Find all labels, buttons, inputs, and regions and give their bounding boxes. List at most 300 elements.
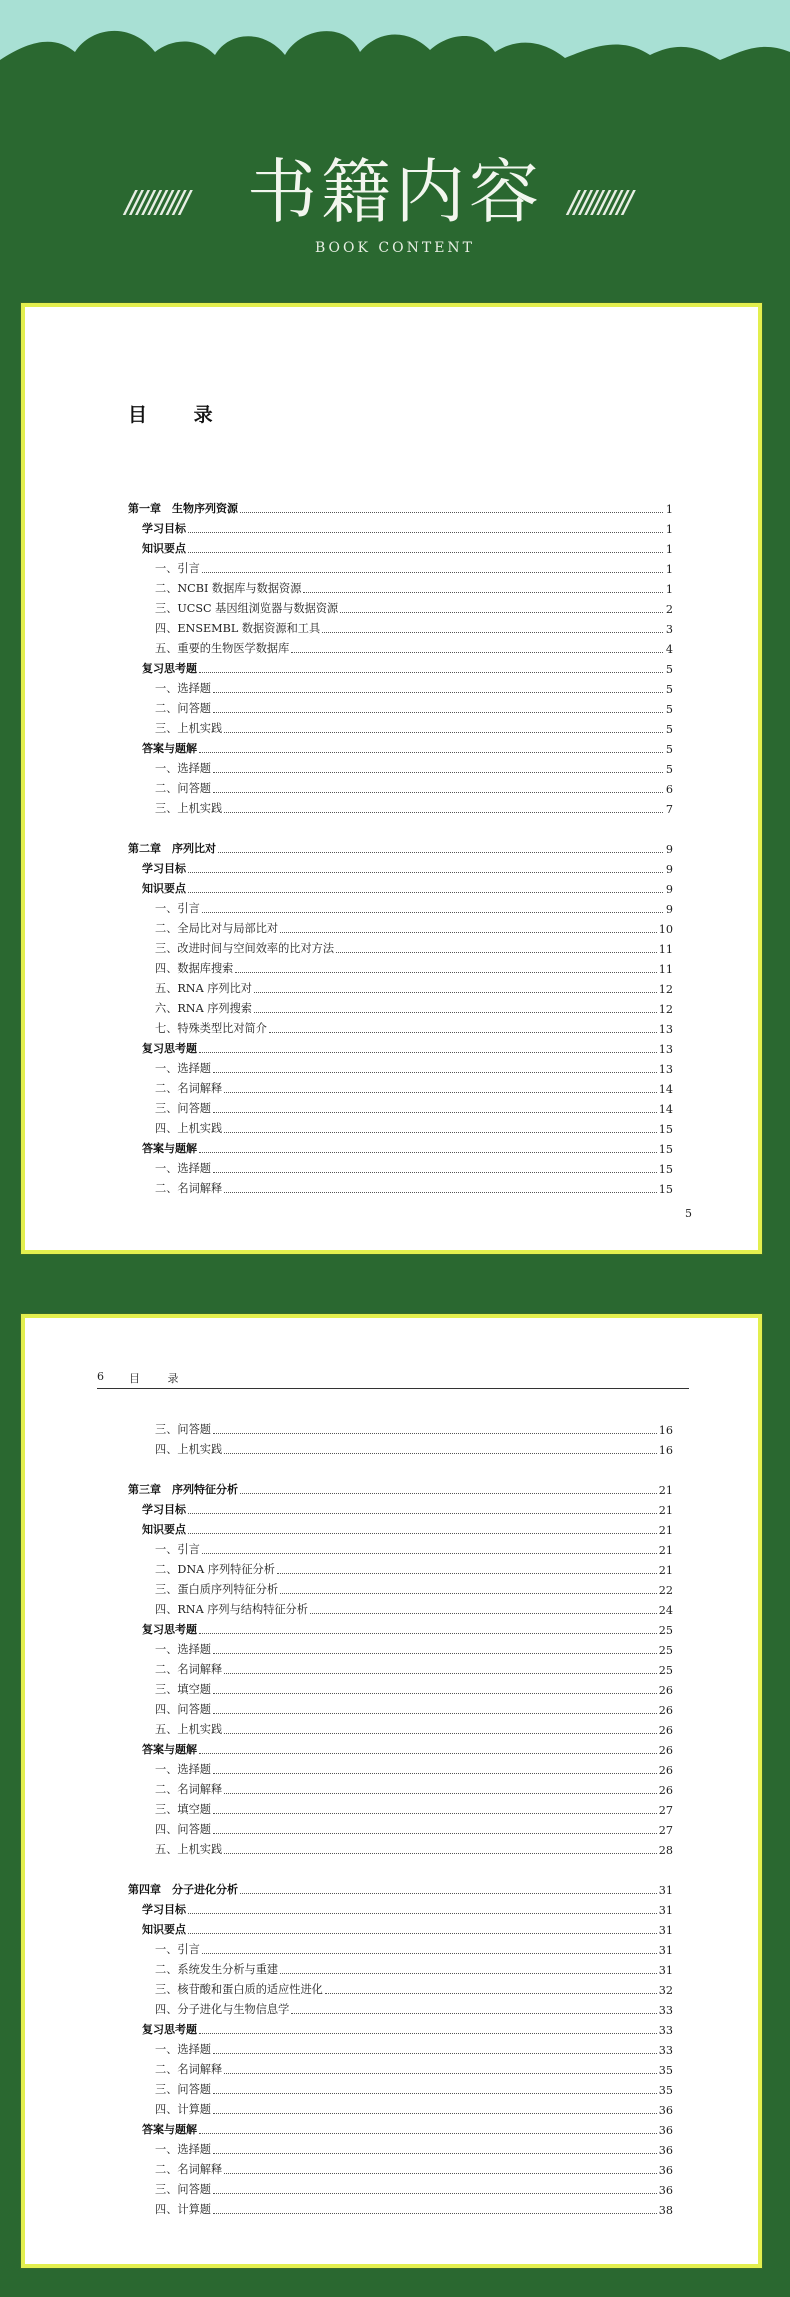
toc-entry-page: 24 bbox=[658, 1604, 673, 1617]
toc-entry[interactable] bbox=[128, 1577, 673, 1597]
toc-entry-title: 三、问答题 bbox=[155, 1423, 211, 1436]
toc-entry[interactable] bbox=[128, 536, 673, 556]
toc-entry-page: 16 bbox=[658, 1424, 673, 1437]
dot-leader bbox=[340, 611, 663, 613]
toc-entry-page: 35 bbox=[658, 2084, 673, 2097]
toc-entry[interactable] bbox=[128, 2017, 673, 2037]
toc-entry[interactable] bbox=[128, 1817, 673, 1837]
toc-entry-title: 答案与题解 bbox=[142, 2123, 197, 2136]
dot-leader bbox=[325, 1992, 657, 1994]
toc-entry-title: 复习思考题 bbox=[142, 2023, 197, 2036]
dot-leader bbox=[213, 1652, 657, 1654]
toc-list bbox=[128, 496, 673, 1196]
dot-leader bbox=[202, 911, 663, 913]
toc-entry-title: 一、引言 bbox=[155, 562, 200, 575]
toc-entry[interactable] bbox=[128, 2117, 673, 2137]
toc-entry-title: 一、选择题 bbox=[155, 762, 211, 775]
toc-entry[interactable] bbox=[128, 2037, 673, 2057]
toc-entry-page: 15 bbox=[658, 1163, 673, 1176]
dot-leader bbox=[202, 571, 663, 573]
toc-entry-title: 四、数据库搜索 bbox=[155, 962, 234, 975]
toc-entry-page: 36 bbox=[658, 2124, 673, 2137]
toc-entry-title: 六、RNA 序列搜索 bbox=[155, 1002, 252, 1015]
toc-entry-page: 1 bbox=[665, 523, 673, 536]
toc-entry-page: 25 bbox=[658, 1624, 673, 1637]
toc-entry[interactable] bbox=[128, 1557, 673, 1577]
toc-entry-page: 21 bbox=[658, 1544, 673, 1557]
toc-entry-title: 二、NCBI 数据库与数据资源 bbox=[155, 582, 302, 595]
dot-leader bbox=[188, 1512, 657, 1514]
dot-leader bbox=[213, 2112, 657, 2114]
toc-entry[interactable] bbox=[128, 2177, 673, 2197]
toc-entry[interactable] bbox=[128, 1937, 673, 1957]
dot-leader bbox=[188, 1932, 657, 1934]
dot-leader bbox=[199, 2032, 657, 2034]
dot-leader bbox=[269, 1031, 657, 1033]
toc-entry-page: 31 bbox=[658, 1904, 673, 1917]
dot-leader bbox=[213, 1712, 657, 1714]
toc-chapter-entry[interactable] bbox=[128, 496, 673, 516]
toc-entry-page: 11 bbox=[658, 943, 673, 956]
dot-leader bbox=[188, 1912, 657, 1914]
toc-entry[interactable] bbox=[128, 2137, 673, 2157]
dot-leader bbox=[310, 1612, 657, 1614]
toc-entry-title: 四、ENSEMBL 数据资源和工具 bbox=[155, 622, 321, 635]
toc-entry-title: 三、UCSC 基因组浏览器与数据资源 bbox=[155, 602, 339, 615]
toc-entry-page: 5 bbox=[665, 703, 673, 716]
toc-entry[interactable] bbox=[128, 1116, 673, 1136]
dot-leader bbox=[199, 1752, 657, 1754]
toc-entry[interactable] bbox=[128, 1637, 673, 1657]
toc-entry[interactable] bbox=[128, 936, 673, 956]
dot-leader bbox=[199, 751, 663, 753]
dot-leader bbox=[336, 951, 657, 953]
toc-entry-page: 5 bbox=[665, 743, 673, 756]
toc-entry-title: 三、填空题 bbox=[155, 1683, 211, 1696]
toc-entry-page: 15 bbox=[658, 1183, 673, 1196]
toc-entry-page: 21 bbox=[658, 1504, 673, 1517]
toc-entry-page: 6 bbox=[665, 783, 673, 796]
dot-leader bbox=[224, 1191, 657, 1193]
toc-entry[interactable] bbox=[128, 516, 673, 536]
page-number: 5 bbox=[685, 1207, 692, 1220]
toc-entry-page: 26 bbox=[658, 1724, 673, 1737]
banner bbox=[0, 152, 790, 262]
toc-entry[interactable] bbox=[128, 1777, 673, 1797]
dot-leader bbox=[224, 1732, 657, 1734]
toc-entry-page: 27 bbox=[658, 1804, 673, 1817]
dot-leader bbox=[280, 1592, 657, 1594]
toc-entry[interactable] bbox=[128, 716, 673, 736]
toc-entry-page: 36 bbox=[658, 2184, 673, 2197]
toc-entry-page: 26 bbox=[658, 1764, 673, 1777]
toc-entry[interactable] bbox=[128, 1497, 673, 1517]
toc-entry[interactable] bbox=[128, 1076, 673, 1096]
toc-entry[interactable] bbox=[128, 1897, 673, 1917]
toc-entry-title: 三、上机实践 bbox=[155, 802, 223, 815]
dot-leader bbox=[213, 2192, 657, 2194]
dot-leader bbox=[188, 551, 663, 553]
dot-leader bbox=[202, 1952, 657, 1954]
toc-entry[interactable] bbox=[128, 1156, 673, 1176]
toc-entry[interactable] bbox=[128, 1517, 673, 1537]
banner-subtitle: BOOK CONTENT bbox=[315, 240, 475, 256]
dot-leader bbox=[235, 971, 656, 973]
toc-entry-title: 四、问答题 bbox=[155, 1823, 211, 1836]
toc-entry-page: 13 bbox=[658, 1023, 673, 1036]
toc-entry-page: 12 bbox=[658, 1003, 673, 1016]
toc-entry-title: 第二章 序列比对 bbox=[128, 842, 216, 855]
toc-entry-title: 第一章 生物序列资源 bbox=[128, 502, 238, 515]
toc-entry[interactable] bbox=[128, 556, 673, 576]
toc-entry-title: 三、问答题 bbox=[155, 2183, 211, 2196]
toc-entry[interactable] bbox=[128, 1797, 673, 1817]
toc-entry-page: 15 bbox=[658, 1143, 673, 1156]
toc-entry[interactable] bbox=[128, 1737, 673, 1757]
toc-entry-page: 14 bbox=[658, 1103, 673, 1116]
toc-entry-page: 4 bbox=[665, 643, 673, 656]
toc-entry-title: 一、选择题 bbox=[155, 1062, 211, 1075]
toc-entry-title: 三、蛋白质序列特征分析 bbox=[155, 1583, 279, 1596]
toc-entry[interactable] bbox=[128, 1016, 673, 1036]
toc-entry[interactable] bbox=[128, 2057, 673, 2077]
toc-entry-title: 二、名词解释 bbox=[155, 1783, 223, 1796]
toc-entry-page: 10 bbox=[658, 923, 673, 936]
toc-entry[interactable] bbox=[128, 1036, 673, 1056]
dot-leader bbox=[213, 2092, 657, 2094]
toc-entry-page: 33 bbox=[658, 2024, 673, 2037]
dot-leader bbox=[254, 1011, 657, 1013]
dot-leader bbox=[280, 931, 657, 933]
toc-entry-page: 2 bbox=[665, 603, 673, 616]
toc-entry[interactable] bbox=[128, 1136, 673, 1156]
toc-entry-page: 33 bbox=[658, 2044, 673, 2057]
toc-entry-page: 5 bbox=[665, 663, 673, 676]
dot-leader bbox=[188, 1532, 657, 1534]
dot-leader bbox=[224, 731, 663, 733]
dot-leader bbox=[280, 1972, 657, 1974]
toc-entry-title: 二、问答题 bbox=[155, 702, 211, 715]
toc-entry-page: 5 bbox=[665, 683, 673, 696]
toc-entry-title: 答案与题解 bbox=[142, 1743, 197, 1756]
toc-entry[interactable] bbox=[128, 1977, 673, 1997]
toc-entry[interactable] bbox=[128, 776, 673, 796]
toc-entry[interactable] bbox=[128, 1837, 673, 1857]
toc-entry-page: 5 bbox=[665, 763, 673, 776]
dot-leader bbox=[240, 1492, 657, 1494]
toc-entry[interactable] bbox=[128, 2097, 673, 2117]
dot-leader bbox=[224, 1792, 657, 1794]
toc-entry-title: 三、填空题 bbox=[155, 1803, 211, 1816]
toc-entry-title: 四、计算题 bbox=[155, 2103, 211, 2116]
dot-leader bbox=[224, 2172, 657, 2174]
toc-entry-title: 二、系统发生分析与重建 bbox=[155, 1963, 279, 1976]
dot-leader bbox=[213, 1812, 657, 1814]
toc-entry[interactable] bbox=[128, 1957, 673, 1977]
toc-entry-title: 三、改进时间与空间效率的比对方法 bbox=[155, 942, 335, 955]
toc-entry[interactable] bbox=[128, 1697, 673, 1717]
toc-entry-page: 13 bbox=[658, 1043, 673, 1056]
running-header bbox=[97, 1370, 689, 1389]
dot-leader bbox=[224, 1091, 657, 1093]
dot-leader bbox=[213, 1071, 657, 1073]
header-title: 目 录 bbox=[129, 1372, 191, 1385]
toc-entry[interactable] bbox=[128, 1437, 673, 1457]
toc-entry-title: 三、核苷酸和蛋白质的适应性进化 bbox=[155, 1983, 323, 1996]
toc-entry-page: 12 bbox=[658, 983, 673, 996]
dot-leader bbox=[188, 871, 663, 873]
toc-entry[interactable] bbox=[128, 656, 673, 676]
dot-leader bbox=[199, 1632, 657, 1634]
dot-leader bbox=[199, 1151, 657, 1153]
toc-entry-page: 21 bbox=[658, 1484, 673, 1497]
toc-entry-page: 22 bbox=[658, 1584, 673, 1597]
toc-entry-page: 1 bbox=[665, 503, 673, 516]
dot-leader bbox=[213, 711, 663, 713]
toc-list bbox=[128, 1417, 673, 2217]
toc-chapter-entry[interactable] bbox=[128, 1877, 673, 1897]
toc-entry-page: 1 bbox=[665, 563, 673, 576]
toc-entry-title: 答案与题解 bbox=[142, 1142, 197, 1155]
toc-entry-page: 9 bbox=[665, 863, 673, 876]
dot-leader bbox=[224, 1672, 657, 1674]
toc-entry[interactable] bbox=[128, 856, 673, 876]
toc-entry-title: 复习思考题 bbox=[142, 1623, 197, 1636]
toc-heading: 目 录 bbox=[128, 404, 233, 426]
toc-entry-page: 21 bbox=[658, 1564, 673, 1577]
dot-leader bbox=[224, 2072, 657, 2074]
toc-entry-page: 9 bbox=[665, 883, 673, 896]
dot-leader bbox=[213, 1692, 657, 1694]
toc-entry[interactable] bbox=[128, 1677, 673, 1697]
toc-entry-title: 学习目标 bbox=[142, 1503, 186, 1516]
toc-entry-title: 五、上机实践 bbox=[155, 1843, 223, 1856]
toc-entry-title: 三、问答题 bbox=[155, 2083, 211, 2096]
toc-entry[interactable] bbox=[128, 876, 673, 896]
toc-entry-title: 一、引言 bbox=[155, 902, 200, 915]
toc-entry[interactable] bbox=[128, 1917, 673, 1937]
toc-entry[interactable] bbox=[128, 896, 673, 916]
toc-entry-title: 四、上机实践 bbox=[155, 1443, 223, 1456]
dot-leader bbox=[188, 531, 663, 533]
toc-entry-title: 二、DNA 序列特征分析 bbox=[155, 1563, 275, 1576]
toc-entry[interactable] bbox=[128, 1617, 673, 1637]
toc-entry-page: 31 bbox=[658, 1884, 673, 1897]
toc-entry-title: 五、上机实践 bbox=[155, 1723, 223, 1736]
toc-entry-title: 一、选择题 bbox=[155, 1643, 211, 1656]
toc-entry[interactable] bbox=[128, 1417, 673, 1437]
dot-leader bbox=[199, 671, 663, 673]
dot-leader bbox=[213, 2052, 657, 2054]
banner-title: 书籍内容 bbox=[247, 151, 543, 233]
toc-entry-page: 27 bbox=[658, 1824, 673, 1837]
toc-entry[interactable] bbox=[128, 576, 673, 596]
toc-entry-title: 五、重要的生物医学数据库 bbox=[155, 642, 290, 655]
toc-entry[interactable] bbox=[128, 916, 673, 936]
dot-leader bbox=[213, 771, 663, 773]
toc-entry-title: 一、引言 bbox=[155, 1943, 200, 1956]
dot-leader bbox=[291, 2012, 656, 2014]
toc-entry-title: 三、问答题 bbox=[155, 1102, 211, 1115]
dot-leader bbox=[213, 2152, 657, 2154]
toc-chapter-entry[interactable] bbox=[128, 836, 673, 856]
toc-entry-page: 25 bbox=[658, 1664, 673, 1677]
toc-entry-title: 知识要点 bbox=[142, 1523, 186, 1536]
toc-entry-title: 一、选择题 bbox=[155, 1763, 211, 1776]
toc-entry-page: 26 bbox=[658, 1684, 673, 1697]
toc-entry[interactable] bbox=[128, 1657, 673, 1677]
toc-entry[interactable] bbox=[128, 1056, 673, 1076]
toc-entry-page: 33 bbox=[658, 2004, 673, 2017]
toc-entry[interactable] bbox=[128, 1176, 673, 1196]
toc-entry-title: 四、计算题 bbox=[155, 2203, 211, 2216]
toc-entry[interactable] bbox=[128, 976, 673, 996]
toc-entry[interactable] bbox=[128, 956, 673, 976]
dot-leader bbox=[213, 1171, 657, 1173]
toc-entry-page: 31 bbox=[658, 1944, 673, 1957]
dot-leader bbox=[224, 811, 663, 813]
dot-leader bbox=[277, 1572, 657, 1574]
toc-entry-title: 二、名词解释 bbox=[155, 1663, 223, 1676]
left-slash-decoration: ////////// bbox=[125, 185, 187, 220]
dot-leader bbox=[213, 1432, 657, 1434]
toc-entry-title: 四、RNA 序列与结构特征分析 bbox=[155, 1603, 308, 1616]
toc-entry-page: 36 bbox=[658, 2164, 673, 2177]
dot-leader bbox=[240, 1892, 657, 1894]
toc-page-1 bbox=[21, 303, 762, 1254]
toc-entry[interactable] bbox=[128, 676, 673, 696]
toc-entry[interactable] bbox=[128, 996, 673, 1016]
header-page-number: 6 bbox=[97, 1370, 104, 1383]
toc-entry-page: 14 bbox=[658, 1083, 673, 1096]
toc-entry-page: 21 bbox=[658, 1524, 673, 1537]
toc-entry[interactable] bbox=[128, 596, 673, 616]
toc-entry[interactable] bbox=[128, 636, 673, 656]
toc-entry[interactable] bbox=[128, 736, 673, 756]
toc-entry-title: 四、上机实践 bbox=[155, 1122, 223, 1135]
toc-entry-title: 知识要点 bbox=[142, 1923, 186, 1936]
dot-leader bbox=[322, 631, 663, 633]
toc-entry[interactable] bbox=[128, 616, 673, 636]
toc-entry[interactable] bbox=[128, 1717, 673, 1737]
toc-entry[interactable] bbox=[128, 2157, 673, 2177]
toc-entry-page: 26 bbox=[658, 1784, 673, 1797]
toc-entry-title: 一、选择题 bbox=[155, 1162, 211, 1175]
dot-leader bbox=[202, 1552, 657, 1554]
toc-entry-title: 学习目标 bbox=[142, 1903, 186, 1916]
dot-leader bbox=[199, 2132, 657, 2134]
toc-entry[interactable] bbox=[128, 2077, 673, 2097]
dot-leader bbox=[213, 691, 663, 693]
toc-entry-title: 三、上机实践 bbox=[155, 722, 223, 735]
dot-leader bbox=[303, 591, 663, 593]
toc-entry-page: 11 bbox=[658, 963, 673, 976]
dot-leader bbox=[213, 791, 663, 793]
toc-entry-title: 复习思考题 bbox=[142, 1042, 197, 1055]
toc-page-2 bbox=[21, 1314, 762, 2268]
toc-entry-page: 26 bbox=[658, 1744, 673, 1757]
toc-entry-title: 二、名词解释 bbox=[155, 2163, 223, 2176]
toc-entry-title: 一、引言 bbox=[155, 1543, 200, 1556]
toc-entry-title: 二、名词解释 bbox=[155, 1182, 223, 1195]
toc-entry-title: 四、分子进化与生物信息学 bbox=[155, 2003, 290, 2016]
toc-entry-page: 35 bbox=[658, 2064, 673, 2077]
toc-entry-title: 知识要点 bbox=[142, 542, 186, 555]
dot-leader bbox=[218, 851, 663, 853]
dot-leader bbox=[199, 1051, 657, 1053]
toc-entry[interactable] bbox=[128, 1096, 673, 1116]
toc-entry-title: 五、RNA 序列比对 bbox=[155, 982, 252, 995]
toc-entry[interactable] bbox=[128, 756, 673, 776]
toc-entry-title: 复习思考题 bbox=[142, 662, 197, 675]
dot-leader bbox=[224, 1852, 657, 1854]
toc-entry-page: 9 bbox=[665, 903, 673, 916]
toc-entry-page: 32 bbox=[658, 1984, 673, 1997]
toc-entry-title: 答案与题解 bbox=[142, 742, 197, 755]
toc-entry-page: 15 bbox=[658, 1123, 673, 1136]
toc-entry-page: 26 bbox=[658, 1704, 673, 1717]
toc-entry-page: 31 bbox=[658, 1964, 673, 1977]
dot-leader bbox=[240, 511, 663, 513]
toc-entry-page: 3 bbox=[665, 623, 673, 636]
toc-entry-page: 7 bbox=[665, 803, 673, 816]
toc-entry-title: 一、选择题 bbox=[155, 2143, 211, 2156]
toc-entry-title: 四、问答题 bbox=[155, 1703, 211, 1716]
dot-leader bbox=[213, 2212, 657, 2214]
toc-entry[interactable] bbox=[128, 1757, 673, 1777]
toc-entry-title: 二、名词解释 bbox=[155, 2063, 223, 2076]
toc-entry-page: 5 bbox=[665, 723, 673, 736]
toc-entry[interactable] bbox=[128, 2197, 673, 2217]
toc-entry-page: 1 bbox=[665, 543, 673, 556]
decorative-wave-sky bbox=[0, 0, 790, 80]
toc-entry-title: 知识要点 bbox=[142, 882, 186, 895]
toc-entry-title: 二、问答题 bbox=[155, 782, 211, 795]
toc-entry-title: 二、名词解释 bbox=[155, 1082, 223, 1095]
dot-leader bbox=[291, 651, 663, 653]
toc-entry-page: 1 bbox=[665, 583, 673, 596]
toc-entry-page: 16 bbox=[658, 1444, 673, 1457]
toc-entry[interactable] bbox=[128, 696, 673, 716]
toc-entry[interactable] bbox=[128, 1537, 673, 1557]
dot-leader bbox=[254, 991, 657, 993]
dot-leader bbox=[213, 1111, 657, 1113]
toc-entry[interactable] bbox=[128, 1597, 673, 1617]
toc-entry-title: 第三章 序列特征分析 bbox=[128, 1483, 238, 1496]
toc-entry-page: 38 bbox=[658, 2204, 673, 2217]
toc-entry-page: 36 bbox=[658, 2144, 673, 2157]
toc-entry-page: 36 bbox=[658, 2104, 673, 2117]
dot-leader bbox=[213, 1772, 657, 1774]
toc-entry[interactable] bbox=[128, 1997, 673, 2017]
toc-entry-title: 学习目标 bbox=[142, 862, 186, 875]
dot-leader bbox=[224, 1131, 657, 1133]
right-slash-decoration: ////////// bbox=[568, 185, 630, 220]
toc-entry-title: 二、全局比对与局部比对 bbox=[155, 922, 279, 935]
dot-leader bbox=[224, 1452, 657, 1454]
toc-entry-page: 13 bbox=[658, 1063, 673, 1076]
toc-entry-title: 第四章 分子进化分析 bbox=[128, 1883, 238, 1896]
dot-leader bbox=[188, 891, 663, 893]
toc-entry-page: 9 bbox=[665, 843, 673, 856]
dot-leader bbox=[213, 1832, 657, 1834]
toc-entry-page: 31 bbox=[658, 1924, 673, 1937]
toc-entry-title: 七、特殊类型比对简介 bbox=[155, 1022, 267, 1035]
toc-chapter-entry[interactable] bbox=[128, 1477, 673, 1497]
toc-entry-page: 28 bbox=[658, 1844, 673, 1857]
toc-entry[interactable] bbox=[128, 796, 673, 816]
toc-entry-title: 一、选择题 bbox=[155, 682, 211, 695]
